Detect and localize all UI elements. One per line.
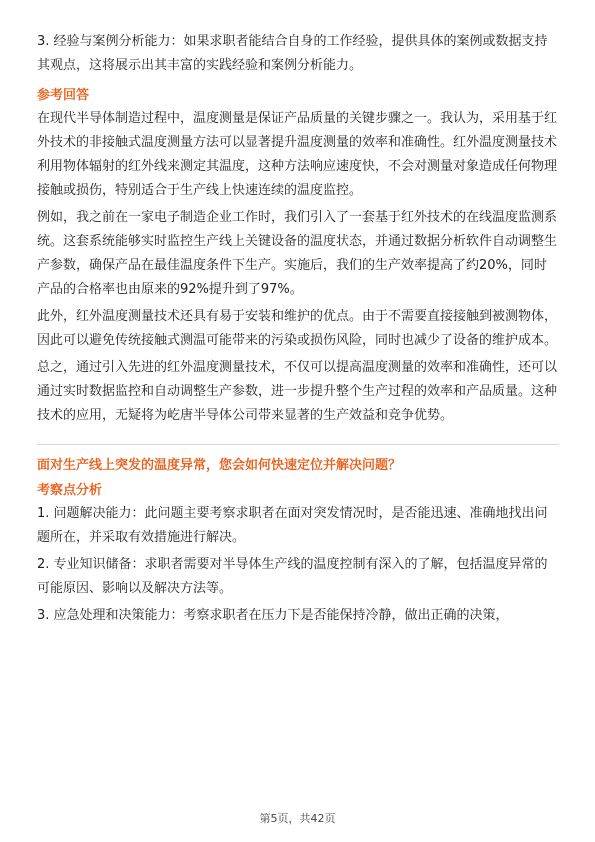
analysis-item-2: 2. 专业知识储备：求职者需要对半导体生产线的温度控制有深入的了解，包括温度异常的可能原因、影响以及解决方法等。 — [37, 557, 548, 596]
question-title: 面对生产线上突发的温度异常，您会如何快速定位并解决问题？ — [37, 458, 402, 473]
answer-paragraph-4: 总之，通过引入先进的红外温度测量技术，不仅可以提高温度测量的效率和准确性，还可以通过实时数据监控和自动调整生产参数，进一步提升整个生产过程的效率和产品质量。这种技术的应用，无疑将为屹唐半导体公司带来显著的生产效益和竞争优势。 — [37, 360, 558, 423]
paragraph-experience-analysis: 3. 经验与案例分析能力：如果求职者能结合自身的工作经验，提供具体的案例或数据支持其观点，这将展示出其丰富的实践经验和案例分析能力。 — [37, 34, 548, 73]
answer-paragraph-3: 此外，红外温度测量技术还具有易于安装和维护的优点。由于不需要直接接触到被测物体，因此可以避免传统接触式测温可能带来的污染或损伤风险，同时也减少了设备的维护成本。 — [37, 309, 558, 348]
analysis-item-3: 3. 应急处理和决策能力：考察求职者在压力下是否能保持冷静，做出正确的决策， — [37, 608, 509, 623]
answer-paragraph-2: 例如，我之前在一家电子制造企业工作时，我们引入了一套基于红外技术的在线温度监测系统。这套系统能够实时监控生产线上关键设备的温度状态，并通过数据分析软件自动调整生产参数，确保产品在最佳温度条件下生产。实施后，我们的生产效率提高了约20%，同时产品的合格率也由原来的92%提升到了97%。 — [37, 210, 558, 297]
reference-answer-heading: 参考回答 — [37, 88, 90, 103]
analysis-heading: 考察点分析 — [37, 483, 103, 498]
analysis-item-1: 1. 问题解决能力：此问题主要考察求职者在面对突发情况时，是否能迅速、准确地找出问题所在，并采取有效措施进行解决。 — [37, 506, 548, 545]
document-page — [37, 30, 559, 628]
page-number: 第5页，共42页 — [259, 812, 336, 825]
answer-paragraph-1: 在现代半导体制造过程中，温度测量是保证产品质量的关键步骤之一。我认为，采用基于红外技术的非接触式温度测量方法可以显著提升温度测量的效率和准确性。红外温度测量技术利用物体辐射的红外线来测定其温度，这种方法响应速度快，不会对测量对象造成任何物理接触或损伤，特别适合于生产线上快速连续的温度监控。 — [37, 111, 558, 198]
section-divider — [37, 444, 559, 445]
